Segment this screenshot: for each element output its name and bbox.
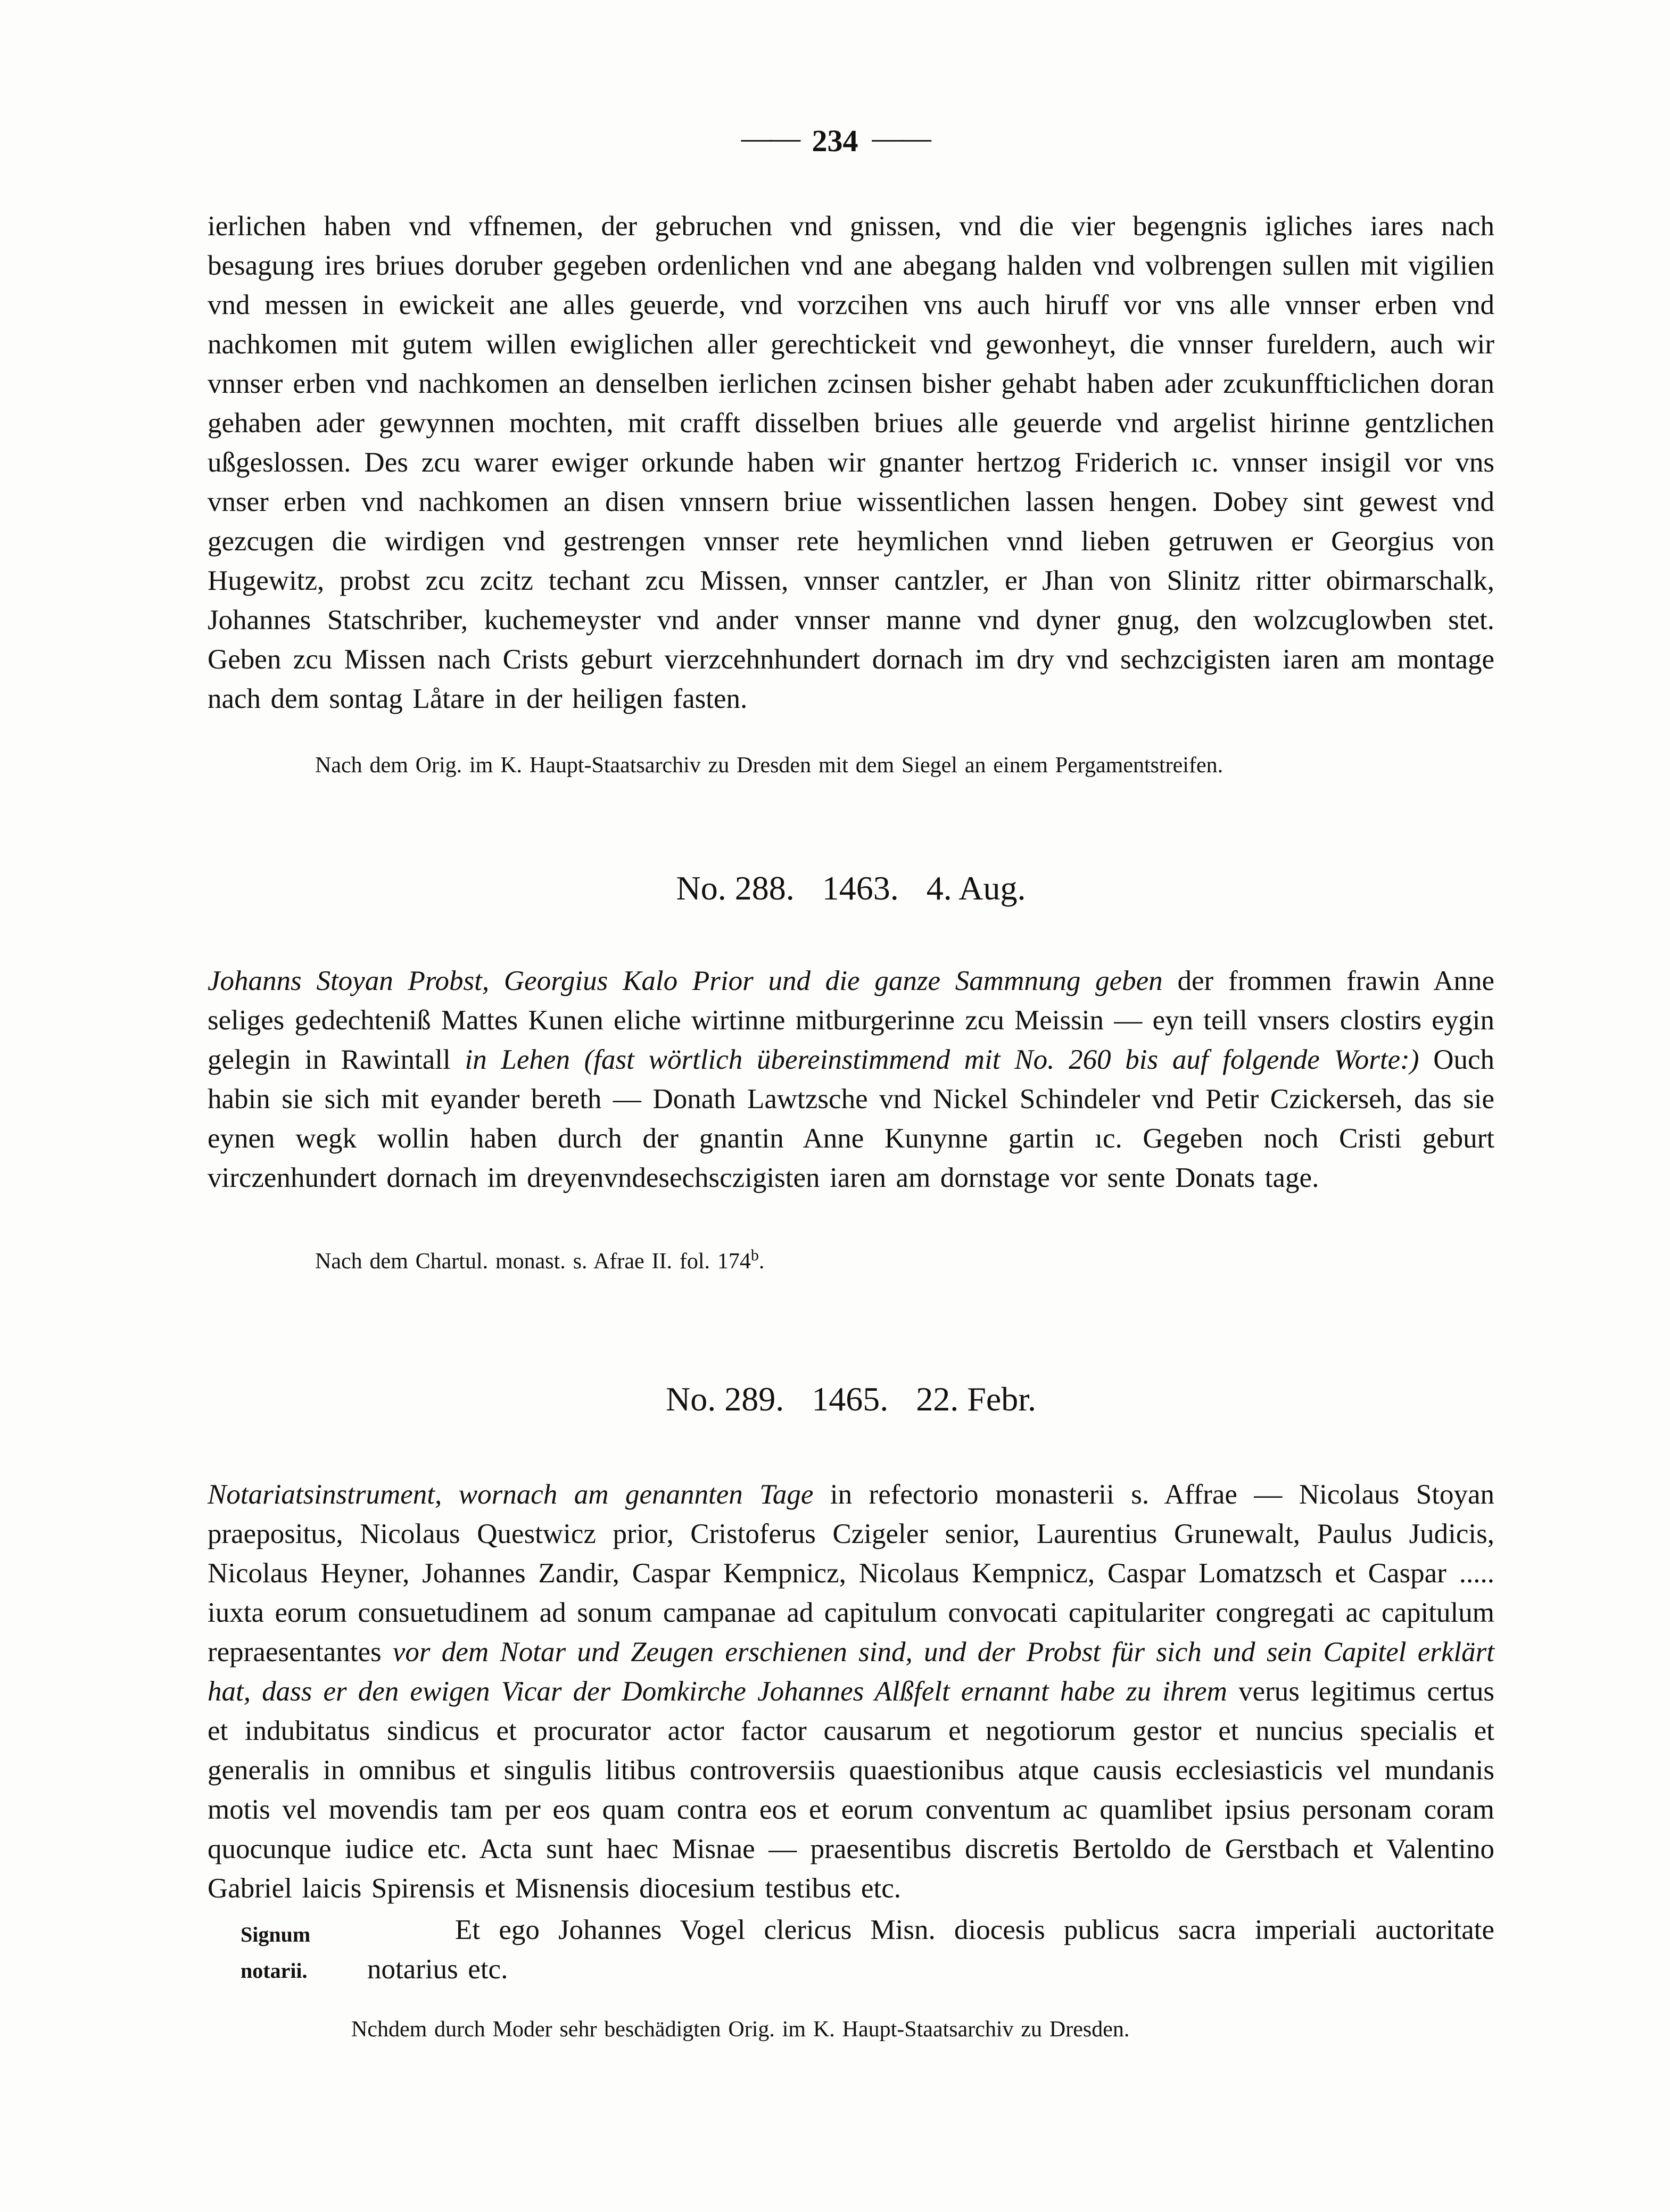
charter-289-year: 1465.	[812, 1380, 889, 1418]
charter-289-number: No. 289.	[666, 1380, 784, 1418]
page-number: 234	[812, 123, 858, 158]
charter-289-text: Notariatsinstrument, wornach am genannten Tage in refectorio monasterii s. Affrae — Nicolaus Stoyan praepositus, Nicolaus Questwicz prior, Cristoferus Czigeler senior, Laurentius Grunewalt, Paulus Judicis, Nicolaus Heyner, Johannes Zandir, Caspar Kempnicz, Nicolaus Kempnicz, Caspar Lomatzsch et Caspar ..... iuxta eorum consuetudinem ad sonum campanae ad capitulum convocati capitulariter congregati ac capitulum repraesentantes vor dem Notar und Zeugen erschienen sind, und der Probst für sich und sein Capitel erklärt hat, dass er den ewigen Vicar der Domkirche Johannes Alßfelt ernannt habe zu ihrem verus legitimus certus et indubitatus sindicus et procurator actor factor causarum et negotiorum gestor et nuncius specialis et generalis in omnibus et singulis litibus controversiis quaestionibus atque causis ecclesiasticis vel mundanis motis vel movendis tam per eos quam contra eos et eorum conventum ac quamlibet ipsius personam coram quocunque iudice etc. Acta sunt haec Misnae — praesentibus discretis Bertoldo de Gerstbach et Valentino Gabriel laicis Spirensis et Misnensis diocesium testibus etc.	[208, 1479, 1494, 1904]
charter-288-number: No. 288.	[676, 869, 795, 907]
charter-288-year: 1463.	[822, 869, 899, 907]
header-rule-right: ——	[872, 120, 929, 155]
charter-287-continuation-text: ierlichen haben vnd vffnemen, der gebruchen vnd gnissen, vnd die vier begengnis igliches iares nach besagung ires briues doruber gegeben ordenlichen vnd ane abegang halden vnd volbrengen sullen mit vigilien vnd messen in ewickeit ane alles geuerde, vnd vorzcihen vns auch hiruff vor vns alle vnnser erben vnd nachkomen mit gutem willen ewiglichen aller gerechtickeit vnd gewonheyt, die vnnser fureldern, auch wir vnnser erben vnd nachkomen an denselben ierlichen zcinsen bisher gehabt haben ader zcukunffticlichen doran gehaben ader gewynnen mochten, mit crafft disselben briues alle geuerde vnd argelist hirinne gentzlichen ußgeslossen. Des zcu warer ewiger orkunde haben wir gnanter hertzog Friderich ıc. vnnser insigil vor vns vnser erben vnd nachkomen an disen vnnsern briue wissentlichen lassen hengen. Dobey sint gewest vnd gezcugen die wirdigen vnd gestrengen vnnser rete heymlichen vnnd lieben getruwen er Georgius von Hugewitz, probst zcu zcitz techant zcu Missen, vnnser cantzler, er Jhan von Slinitz ritter obirmarschalk, Johannes Statschriber, kuchemeyster vnd ander vnnser manne vnd dyner gnug, den wolzcuglowben stet. Geben zcu Missen nach Crists geburt vierzcehnhundert dornach im dry vnd sechzcigisten iaren am montage nach dem sontag Låtare in der heiligen fasten.	[208, 211, 1494, 714]
header-rule-left: ——	[741, 120, 798, 155]
signum-label-line2: notarii.	[241, 1958, 308, 1983]
charter-289-source-note: Nchdem durch Moder sehr beschädigten Orig. im K. Haupt-Staatsarchiv zu Dresden.	[351, 2017, 1130, 2042]
charter-288-heading	[208, 870, 1494, 907]
folio-superscript: b	[750, 1247, 759, 1265]
charter-288-text: Johanns Stoyan Probst, Georgius Kalo Prior und die ganze Sammnung geben der frommen frawin Anne seliges gedechteniß Mattes Kunen eliche wirtinne mitburgerinne zcu Meissin — eyn teill vnsers clostirs eygin gelegin in Rawintall in Lehen (fast wörtlich übereinstimmend mit No. 260 bis auf folgende Worte:) Ouch habin sie sich mit eyander bereth — Donath Lawtzsche vnd Nickel Schindeler vnd Petir Czickerseh, das sie eynen wegk wollin haben durch der gnantin Anne Kunynne gartin ıc. Gegeben noch Cristi geburt virczenhundert dornach im dreyenvndesechsczigisten iaren am dornstage vor sente Donats tage.	[208, 965, 1495, 1194]
signum-notarii-margin-label	[241, 1917, 310, 1989]
charter-287-source-note: Nach dem Orig. im K. Haupt-Staatsarchiv zu Dresden mit dem Siegel an einem Pergamentstreifen.	[315, 753, 1223, 778]
charter-288-source-note	[315, 1248, 1489, 1275]
charter-288-date: 4. Aug.	[926, 869, 1026, 907]
source-period: .	[758, 1249, 765, 1274]
notary-subscription-text: Et ego Johannes Vogel clericus Misn. diocesis publicus sacra imperiali auctoritate notarius etc.	[367, 1914, 1494, 1985]
notary-signature-block	[208, 1910, 1494, 1989]
source-text: Nach dem Chartul. monast. s. Afrae II. fol. 174	[315, 1249, 751, 1274]
charter-289-heading	[208, 1381, 1494, 1418]
page-header	[0, 120, 1670, 158]
signum-label-line1: Signum	[241, 1922, 311, 1946]
charter-289-date: 22. Febr.	[916, 1380, 1036, 1418]
